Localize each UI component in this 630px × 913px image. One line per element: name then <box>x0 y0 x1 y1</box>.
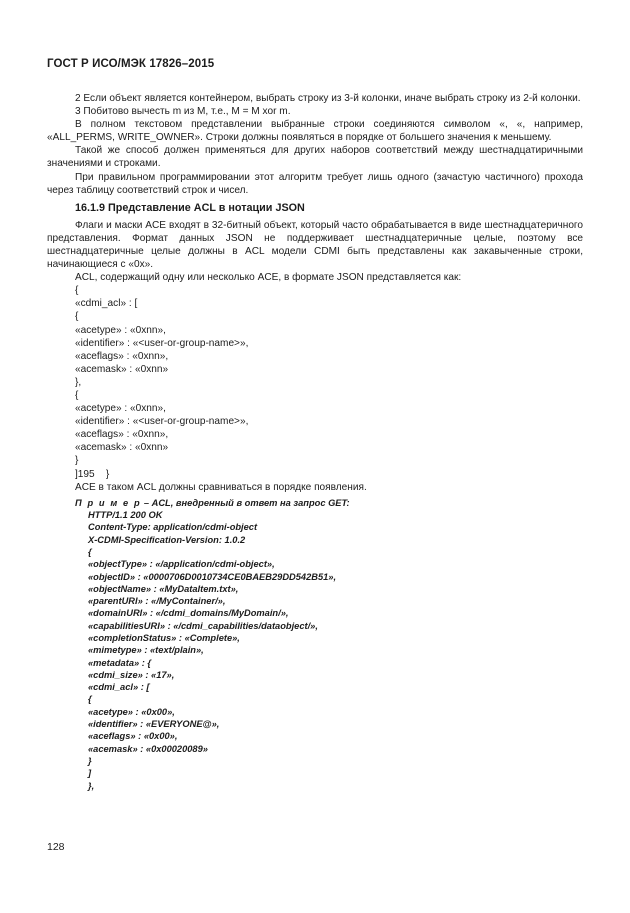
page-number: 128 <box>47 841 65 853</box>
example-line: «objectID» : «0000706D0010734CE0BAEB29DD542B51», <box>88 571 337 582</box>
json-line: { <box>75 389 79 401</box>
example-line: «cdmi_size» : «17», <box>88 669 175 680</box>
json-line: «identifier» : «<user-or-group-name>», <box>75 416 249 428</box>
section-heading: 16.1.9 Представление ACL в нотации JSON <box>75 201 305 214</box>
example-line: }, <box>88 780 95 791</box>
example-line: ] <box>88 768 92 779</box>
json-line: { <box>75 311 79 323</box>
json-line: }, <box>75 376 82 388</box>
example-code-lines <box>88 509 583 792</box>
example-line: «metadata» : { <box>88 657 152 668</box>
example-block <box>47 497 583 792</box>
json-line: { <box>75 285 79 297</box>
example-line: «domainURI» : «/cdmi_domains/MyDomain/», <box>88 608 289 619</box>
paragraph: Флаги и маски ACE входят в 32-битный объект, который часто обрабатывается в виде шестнадцатеричного представления. Формат данных JSON не поддерживает шестнадцатеричные целые, поэтому все шестнадцатеричные целые должны в ACL модели CDMI быть представлены как закавыченные строки, начинающиеся с «0x». <box>47 219 583 271</box>
example-line: «objectName» : «MyDataItem.txt», <box>88 583 239 594</box>
paragraph: Такой же способ должен применяться для других наборов соответствий между шестнадцатиричными значениями и строками. <box>47 145 583 170</box>
example-line: HTTP/1.1 200 OK <box>88 510 163 521</box>
json-line: «acemask» : «0xnn» <box>75 442 169 454</box>
page-content <box>47 92 583 792</box>
paragraph: ACE в таком ACL должны сравниваться в порядке появления. <box>75 481 367 493</box>
example-line: «aceflags» : «0x00», <box>88 731 178 742</box>
json-line: «acemask» : «0xnn» <box>75 363 169 375</box>
document-header: ГОСТ Р ИСО/МЭК 17826–2015 <box>47 58 215 70</box>
example-line: { <box>88 546 92 557</box>
json-line: «cdmi_acl» : [ <box>75 298 138 310</box>
json-line: ]195 } <box>75 468 110 480</box>
json-line: «identifier» : «<user-or-group-name>», <box>75 337 249 349</box>
example-line: «completionStatus» : «Complete», <box>88 632 240 643</box>
json-line: } <box>75 455 79 467</box>
example-line: «objectType» : «/application/cdmi-object», <box>88 559 275 570</box>
example-line: { <box>88 694 92 705</box>
paragraph: 3 Побитово вычесть m из M, т.е., M = M xor m. <box>75 106 291 118</box>
paragraph: В полном текстовом представлении выбранные строки соединяются символом «, «, например, «ALL_PERMS, WRITE_OWNER». Строки должны появляться в порядке от большего значения к меньшему. <box>47 119 583 144</box>
example-line: «acemask» : «0x00020089» <box>88 743 208 754</box>
example-line: «cdmi_acl» : [ <box>88 682 150 693</box>
example-line: «identifier» : «EVERYONE@», <box>88 719 220 730</box>
example-title <box>75 497 583 509</box>
example-line: «acetype» : «0x00», <box>88 706 175 717</box>
example-line: «parentURI» : «/MyContainer/», <box>88 596 226 607</box>
json-line: «acetype» : «0xnn», <box>75 403 166 415</box>
json-notation-block <box>75 284 583 480</box>
example-title-text: – ACL, внедренный в ответ на запрос GET: <box>141 497 350 508</box>
example-line: «capabilitiesURI» : «/cdmi_capabilities/dataobject/», <box>88 620 318 631</box>
example-line: Content-Type: application/cdmi-object <box>88 522 258 533</box>
json-line: «aceflags» : «0xnn», <box>75 429 169 441</box>
paragraph: 2 Если объект является контейнером, выбрать строку из 3-й колонки, иначе выбрать строку из 2-й колонки. <box>75 93 581 104</box>
json-line: «acetype» : «0xnn», <box>75 324 166 336</box>
paragraph: При правильном программировании этот алгоритм требует лишь одного (зачастую частичного) прохода через таблицу соответствий строк и чисел. <box>47 171 583 196</box>
example-label: П р и м е р <box>75 497 142 508</box>
example-line: } <box>88 755 92 766</box>
json-line: «aceflags» : «0xnn», <box>75 350 169 362</box>
example-line: «mimetype» : «text/plain», <box>88 645 204 656</box>
paragraph: ACL, содержащий одну или несколько ACE, в формате JSON представляется как: <box>75 272 462 284</box>
example-line: X-CDMI-Specification-Version: 1.0.2 <box>88 534 246 545</box>
